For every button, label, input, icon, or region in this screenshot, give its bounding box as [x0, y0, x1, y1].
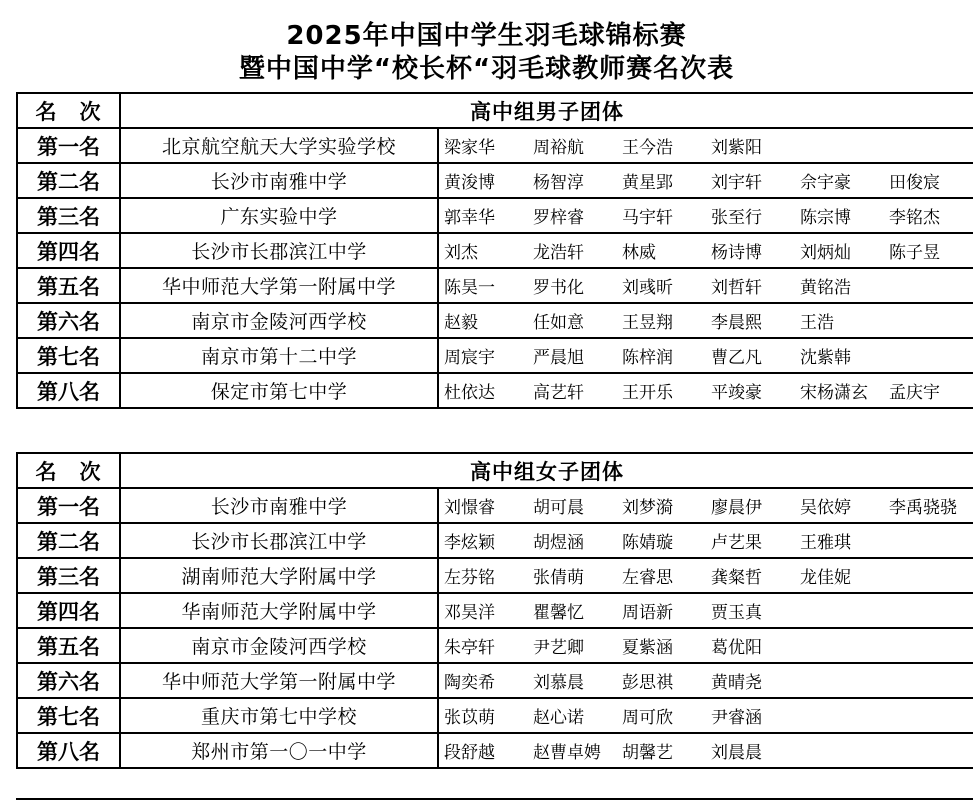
player-name: 王昱翔 — [622, 313, 673, 333]
player-name: 刘哲轩 — [711, 278, 762, 298]
table-row — [17, 558, 973, 593]
boys-team-ranking-table — [16, 92, 973, 409]
players-cell — [438, 663, 973, 698]
table-row — [17, 233, 973, 268]
player-name: 罗书化 — [533, 278, 584, 298]
player-name: 左芬铭 — [444, 568, 495, 588]
school-cell: 长沙市南雅中学 — [120, 163, 438, 198]
player-name: 高艺轩 — [533, 383, 584, 403]
player-name: 杨智淳 — [533, 173, 584, 193]
rank-cell: 第二名 — [17, 523, 120, 558]
player-name: 龚粲哲 — [711, 568, 762, 588]
player-name: 王浩 — [800, 313, 834, 333]
player-name: 赵毅 — [444, 313, 478, 333]
school-cell: 湖南师范大学附属中学 — [120, 558, 438, 593]
school-cell: 郑州市第一〇一中学 — [120, 733, 438, 768]
player-name: 张倩萌 — [533, 568, 584, 588]
player-name: 卢艺果 — [711, 533, 762, 553]
rank-cell: 第四名 — [17, 233, 120, 268]
rank-cell: 第八名 — [17, 373, 120, 408]
rank-cell: 第七名 — [17, 698, 120, 733]
player-name: 胡馨艺 — [622, 743, 673, 763]
player-name: 杨诗博 — [711, 243, 762, 263]
player-name: 王开乐 — [622, 383, 673, 403]
players-cell — [438, 338, 973, 373]
table-row — [17, 733, 973, 768]
player-name: 左睿思 — [622, 568, 673, 588]
player-name: 刘晨晨 — [711, 743, 762, 763]
player-name: 陈宗博 — [800, 208, 851, 228]
players-cell — [438, 303, 973, 338]
player-name: 周裕航 — [533, 138, 584, 158]
player-name: 胡可晨 — [533, 498, 584, 518]
player-name: 陶奕希 — [444, 673, 495, 693]
player-name: 刘彧昕 — [622, 278, 673, 298]
document-subtitle: 暨中国中学“校长杯“羽毛球教师赛名次表 — [238, 54, 735, 84]
player-name: 李铭杰 — [889, 208, 940, 228]
player-name: 赵心诺 — [533, 708, 584, 728]
table-row — [17, 698, 973, 733]
rank-cell: 第三名 — [17, 198, 120, 233]
player-name: 胡煜涵 — [533, 533, 584, 553]
player-name: 郭幸华 — [444, 208, 495, 228]
player-name: 刘梦漪 — [622, 498, 673, 518]
player-name: 周宸宇 — [444, 348, 495, 368]
player-name: 陈婧璇 — [622, 533, 673, 553]
rank-cell: 第一名 — [17, 488, 120, 523]
rank-column-header: 名 次 — [17, 453, 120, 488]
table-row — [17, 198, 973, 233]
table-row — [17, 128, 973, 163]
rank-cell: 第六名 — [17, 663, 120, 698]
player-name: 黄铭浩 — [800, 278, 851, 298]
player-name: 周语新 — [622, 603, 673, 623]
player-name: 刘炳灿 — [800, 243, 851, 263]
players-cell — [438, 558, 973, 593]
group-header: 高中组女子团体 — [120, 453, 973, 488]
table-row — [17, 628, 973, 663]
player-name: 刘宇轩 — [711, 173, 762, 193]
player-name: 李晨熙 — [711, 313, 762, 333]
rank-cell: 第五名 — [17, 628, 120, 663]
player-name: 黄星郢 — [622, 173, 673, 193]
table-row — [17, 268, 973, 303]
player-name: 沈紫韩 — [800, 348, 851, 368]
rank-cell: 第一名 — [17, 128, 120, 163]
player-name: 尹睿涵 — [711, 708, 762, 728]
table-row — [17, 163, 973, 198]
player-name: 贾玉真 — [711, 603, 762, 623]
player-name: 林威 — [622, 243, 656, 263]
player-name: 段舒越 — [444, 743, 495, 763]
player-name: 佘宇豪 — [800, 173, 851, 193]
table-row — [17, 488, 973, 523]
players-cell — [438, 593, 973, 628]
player-name: 罗梓睿 — [533, 208, 584, 228]
players-cell — [438, 198, 973, 233]
player-name: 平竣豪 — [711, 383, 762, 403]
school-cell: 长沙市南雅中学 — [120, 488, 438, 523]
rank-cell: 第二名 — [17, 163, 120, 198]
rank-column-header: 名 次 — [17, 93, 120, 128]
player-name: 陈昊一 — [444, 278, 495, 298]
player-name: 严晨旭 — [533, 348, 584, 368]
player-name: 张苡萌 — [444, 708, 495, 728]
player-name: 张至行 — [711, 208, 762, 228]
school-cell: 北京航空航天大学实验学校 — [120, 128, 438, 163]
table-header-row — [17, 453, 973, 488]
player-name: 朱亭轩 — [444, 638, 495, 658]
player-name: 龙浩轩 — [533, 243, 584, 263]
player-name: 刘憬睿 — [444, 498, 495, 518]
players-cell — [438, 698, 973, 733]
rank-cell: 第六名 — [17, 303, 120, 338]
player-name: 黄晴尧 — [711, 673, 762, 693]
player-name: 曹乙凡 — [711, 348, 762, 368]
players-cell — [438, 373, 973, 408]
player-name: 赵曹卓娉 — [533, 743, 601, 763]
player-name: 梁家华 — [444, 138, 495, 158]
players-cell — [438, 523, 973, 558]
player-name: 瞿馨忆 — [533, 603, 584, 623]
table-row — [17, 663, 973, 698]
player-name: 吴依婷 — [800, 498, 851, 518]
rank-cell: 第三名 — [17, 558, 120, 593]
school-cell: 长沙市长郡滨江中学 — [120, 523, 438, 558]
school-cell: 广东实验中学 — [120, 198, 438, 233]
player-name: 黄浚博 — [444, 173, 495, 193]
players-cell — [438, 488, 973, 523]
school-cell: 华中师范大学第一附属中学 — [120, 268, 438, 303]
rank-cell: 第五名 — [17, 268, 120, 303]
player-name: 廖晨伊 — [711, 498, 762, 518]
player-name: 王今浩 — [622, 138, 673, 158]
player-name: 刘紫阳 — [711, 138, 762, 158]
players-cell — [438, 628, 973, 663]
players-cell — [438, 733, 973, 768]
school-cell: 南京市金陵河西学校 — [120, 628, 438, 663]
school-cell: 南京市金陵河西学校 — [120, 303, 438, 338]
school-cell: 华中师范大学第一附属中学 — [120, 663, 438, 698]
player-name: 任如意 — [533, 313, 584, 333]
player-name: 马宇轩 — [622, 208, 673, 228]
player-name: 宋杨潇玄 — [800, 383, 868, 403]
table-row — [17, 303, 973, 338]
player-name: 陈子昱 — [889, 243, 940, 263]
school-cell: 保定市第七中学 — [120, 373, 438, 408]
player-name: 李禹骁骁 — [889, 498, 957, 518]
player-name: 邓昊洋 — [444, 603, 495, 623]
table-row — [17, 523, 973, 558]
player-name: 杜依达 — [444, 383, 495, 403]
player-name: 田俊宸 — [889, 173, 940, 193]
rank-cell: 第八名 — [17, 733, 120, 768]
group-header: 高中组男子团体 — [120, 93, 973, 128]
player-name: 刘慕晨 — [533, 673, 584, 693]
bottom-divider — [16, 798, 973, 800]
player-name: 周可欣 — [622, 708, 673, 728]
table-header-row — [17, 93, 973, 128]
player-name: 李炫颖 — [444, 533, 495, 553]
players-cell — [438, 163, 973, 198]
players-cell — [438, 128, 973, 163]
player-name: 龙佳妮 — [800, 568, 851, 588]
table-row — [17, 593, 973, 628]
table-row — [17, 373, 973, 408]
player-name: 尹艺卿 — [533, 638, 584, 658]
school-cell: 华南师范大学附属中学 — [120, 593, 438, 628]
player-name: 孟庆宇 — [889, 383, 940, 403]
player-name: 陈梓润 — [622, 348, 673, 368]
document-title: 2025年中国中学生羽毛球锦标赛 — [286, 21, 687, 51]
player-name: 王雅琪 — [800, 533, 851, 553]
school-cell: 重庆市第七中学校 — [120, 698, 438, 733]
girls-team-ranking-table — [16, 452, 973, 769]
players-cell — [438, 233, 973, 268]
player-name: 彭思祺 — [622, 673, 673, 693]
rank-cell: 第四名 — [17, 593, 120, 628]
players-cell — [438, 268, 973, 303]
school-cell: 长沙市长郡滨江中学 — [120, 233, 438, 268]
table-row — [17, 338, 973, 373]
school-cell: 南京市第十二中学 — [120, 338, 438, 373]
rank-cell: 第七名 — [17, 338, 120, 373]
player-name: 刘杰 — [444, 243, 478, 263]
player-name: 夏紫涵 — [622, 638, 673, 658]
player-name: 葛优阳 — [711, 638, 762, 658]
